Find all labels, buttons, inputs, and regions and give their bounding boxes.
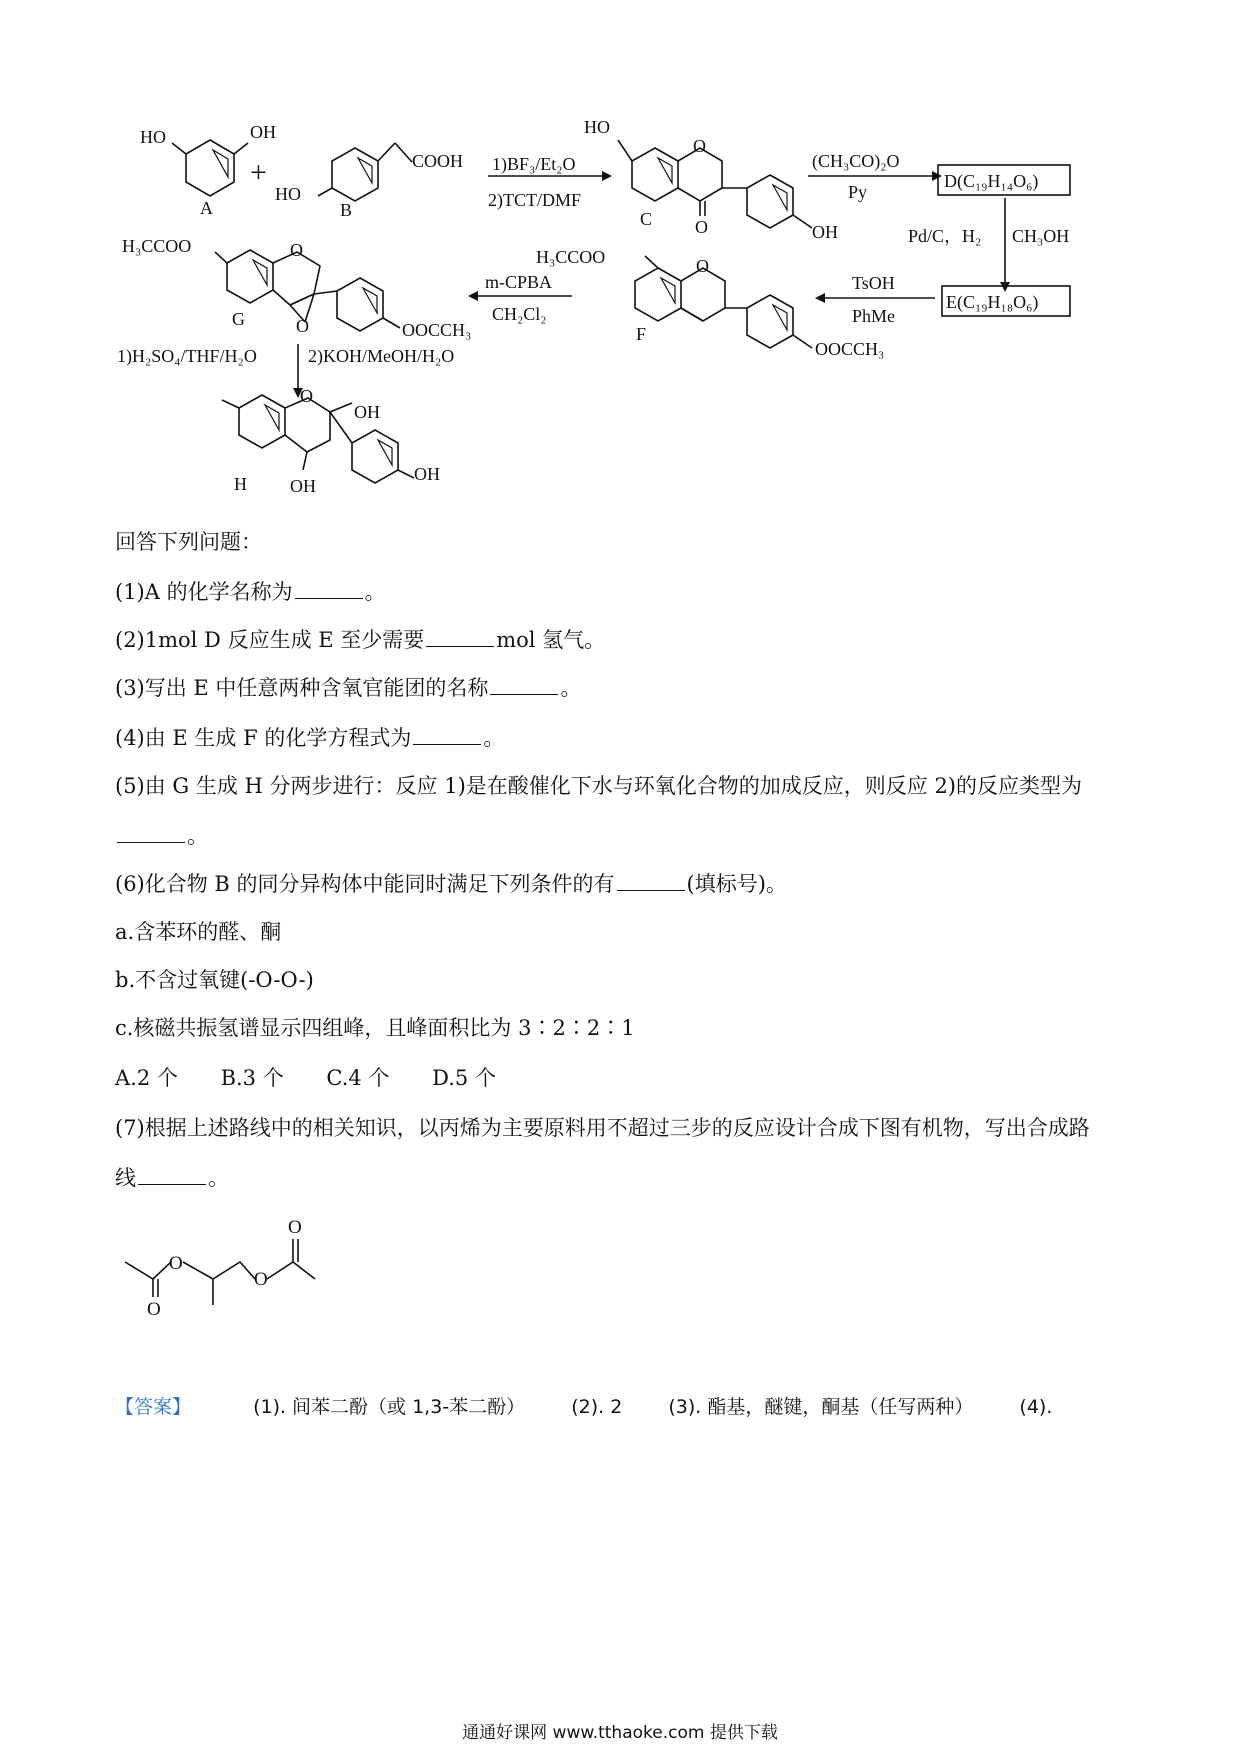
compound-c-ring-b bbox=[747, 175, 793, 228]
question-7-line2: 线 。 bbox=[115, 1166, 229, 1190]
answer-blank[interactable] bbox=[413, 726, 481, 745]
answer-4: (4). bbox=[1019, 1396, 1053, 1418]
question-2: (2)1mol D 反应生成 E 至少需要 mol 氢气。 bbox=[115, 628, 606, 652]
target-o-ether2: O bbox=[254, 1269, 268, 1290]
answer-tag: 【答案】 bbox=[115, 1396, 192, 1418]
g-label: G bbox=[232, 309, 245, 329]
step5-r2: CH₂Cl₂ bbox=[492, 304, 547, 324]
h-oh1: OH bbox=[354, 402, 380, 422]
b-label: B bbox=[340, 200, 353, 220]
step4-r2: PhMe bbox=[852, 306, 896, 326]
f-top: H₃CCOO bbox=[536, 247, 606, 267]
b-ho: HO bbox=[275, 184, 301, 204]
step4-r1: TsOH bbox=[852, 273, 895, 293]
compound-f-ring-a bbox=[635, 268, 681, 321]
f-label: F bbox=[636, 324, 647, 344]
option-d[interactable]: D.5 个 bbox=[432, 1066, 496, 1090]
question-1: (1)A 的化学名称为 。 bbox=[115, 580, 386, 604]
f-o-ring: O bbox=[696, 256, 709, 276]
answer-blank[interactable] bbox=[617, 872, 685, 891]
plus-sign: + bbox=[250, 156, 267, 189]
c-oh: OH bbox=[812, 222, 838, 242]
answer-blank[interactable] bbox=[426, 628, 494, 647]
f-bottom: OOCCH₃ bbox=[815, 339, 885, 359]
a-ho: HO bbox=[140, 127, 166, 147]
question-5-line2: 。 bbox=[115, 822, 208, 850]
h-oh2: OH bbox=[290, 476, 316, 496]
step1-r1: 1)BF₃/Et₂O bbox=[492, 154, 576, 174]
synthesis-scheme bbox=[0, 0, 1240, 520]
answer-blank[interactable] bbox=[138, 1166, 206, 1185]
answer-blank[interactable] bbox=[117, 824, 185, 843]
question-5: (5)由 G 生成 H 分两步进行：反应 1)是在酸催化下水与环氧化合物的加成反应，则反应 2)的反应类型为 bbox=[115, 774, 1082, 798]
h-o-ring: O bbox=[300, 386, 313, 406]
h-label: H bbox=[234, 474, 247, 494]
c-ho: HO bbox=[584, 117, 610, 137]
compound-h-ring-b bbox=[352, 430, 398, 483]
a-oh: OH bbox=[250, 122, 276, 142]
question-6: (6)化合物 B 的同分异构体中能同时满足下列条件的有 (填标号)。 bbox=[115, 872, 787, 896]
step3-r2: CH₃OH bbox=[1012, 226, 1070, 246]
options-row bbox=[115, 1064, 532, 1092]
question-3: (3)写出 E 中任意两种含氧官能团的名称 。 bbox=[115, 676, 582, 700]
question-4: (4)由 E 生成 F 的化学方程式为 。 bbox=[115, 726, 505, 750]
a-label: A bbox=[200, 198, 213, 218]
target-o-carbonyl1: O bbox=[147, 1299, 161, 1320]
b-cooh: COOH bbox=[412, 151, 464, 171]
option-c[interactable]: C.4 个 bbox=[326, 1066, 390, 1090]
target-o-ether1: O bbox=[169, 1253, 183, 1274]
condition-b: b.不含过氧键(-O-O-) bbox=[115, 968, 314, 992]
question-7: (7)根据上述路线中的相关知识，以丙烯为主要原料用不超过三步的反应设计合成下图有机物，写出合成路 bbox=[115, 1116, 1090, 1140]
step1-r2: 2)TCT/DMF bbox=[488, 190, 582, 210]
compound-f-ring-b bbox=[747, 295, 793, 348]
step5-r1: m-CPBA bbox=[485, 272, 553, 292]
d-box: D(C₁₉H₁₄O₆) bbox=[944, 171, 1039, 191]
c-o-ring: O bbox=[693, 136, 706, 156]
option-b[interactable]: B.3 个 bbox=[220, 1066, 284, 1090]
answer-3: (3). 酯基，醚键，酮基（任写两种） bbox=[668, 1396, 974, 1418]
answer-1: (1). 间苯二酚（或 1,3-苯二酚） bbox=[253, 1396, 526, 1418]
answer-section bbox=[115, 1392, 1130, 1419]
compound-c-ring-a bbox=[632, 148, 678, 201]
step3-r1: Pd/C，H₂ bbox=[908, 226, 982, 246]
compound-b-ring bbox=[332, 148, 378, 201]
compound-g-ring-a bbox=[227, 250, 273, 303]
target-o-carbonyl2: O bbox=[288, 1217, 302, 1238]
step2-r2: Py bbox=[848, 182, 868, 202]
condition-c: c.核磁共振氢谱显示四组峰，且峰面积比为 3∶2∶2∶1 bbox=[115, 1016, 635, 1040]
compound-g-ring-b bbox=[337, 278, 383, 331]
compound-h-ring-a bbox=[239, 395, 285, 448]
answer-blank[interactable] bbox=[490, 676, 558, 695]
h-oh3: OH bbox=[414, 464, 440, 484]
answer-2: (2). 2 bbox=[571, 1396, 623, 1418]
questions-intro: 回答下列问题： bbox=[115, 530, 262, 554]
condition-a: a.含苯环的醛、酮 bbox=[115, 920, 282, 944]
c-o-keto: O bbox=[695, 217, 708, 237]
step2-r1: (CH₃CO)₂O bbox=[812, 151, 900, 171]
footer-text: 通通好课网 www.tthaoke.com 提供下载 bbox=[462, 1723, 778, 1743]
e-box: E(C₁₉H₁₈O₆) bbox=[946, 292, 1039, 312]
target-molecule bbox=[115, 1205, 355, 1325]
step6-r2: 2)KOH/MeOH/H₂O bbox=[308, 346, 455, 366]
step6-r1: 1)H₂SO₄/THF/H₂O bbox=[117, 346, 257, 366]
compound-a-ring bbox=[186, 140, 234, 196]
g-top: H₃CCOO bbox=[122, 236, 192, 256]
g-o-epoxide: O bbox=[296, 316, 309, 336]
option-a[interactable]: A.2 个 bbox=[115, 1066, 178, 1090]
g-right: OOCCH₃ bbox=[402, 320, 472, 340]
answer-blank[interactable] bbox=[295, 580, 363, 599]
g-o-ring: O bbox=[290, 240, 303, 260]
c-label: C bbox=[640, 209, 653, 229]
